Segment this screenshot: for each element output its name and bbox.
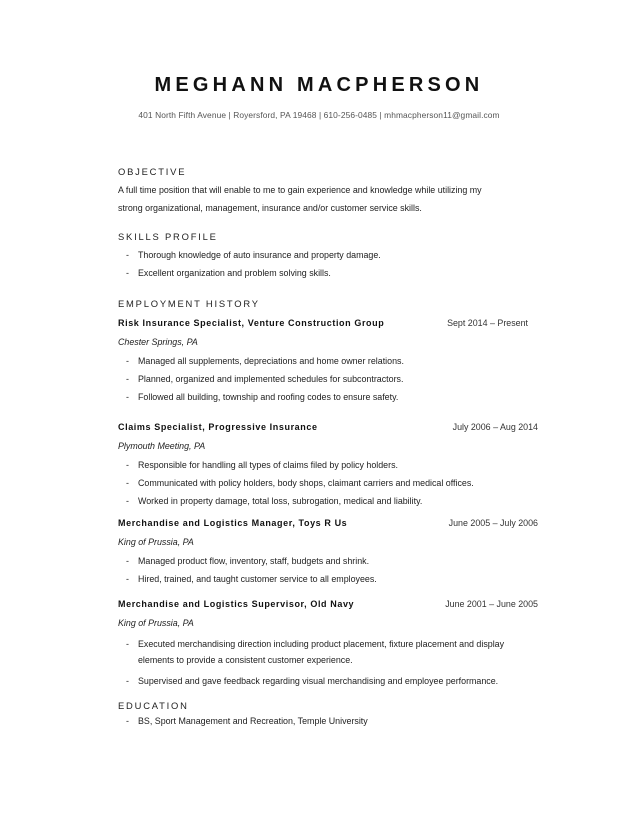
skills-item: - Thorough knowledge of auto insurance and property damage. bbox=[126, 250, 381, 260]
skills-item: - Excellent organization and problem solving skills. bbox=[126, 268, 331, 278]
job-duties bbox=[118, 636, 518, 689]
job-duties bbox=[118, 555, 538, 586]
job-entry bbox=[118, 596, 538, 689]
job-duties bbox=[118, 355, 528, 404]
skills-section bbox=[118, 230, 548, 280]
job-duty: - Followed all building, township and roofing codes to ensure safety. bbox=[126, 392, 399, 402]
job-header bbox=[118, 515, 538, 531]
employment-section bbox=[118, 297, 548, 311]
contact-info: 401 North Fifth Avenue | Royersford, PA 19468 | 610-256-0485 | mhmacpherson11@gmail.com bbox=[138, 110, 500, 120]
candidate-name: MEGHANN MACPHERSON bbox=[154, 74, 484, 96]
skills-list bbox=[118, 249, 548, 280]
job-duty: - Responsible for handling all types of claims filed by policy holders. bbox=[126, 460, 398, 470]
job-duty: - Supervised and gave feedback regarding visual merchandising and employee performance. bbox=[126, 676, 499, 686]
job-title: Claims Specialist, Progressive Insurance bbox=[118, 422, 318, 432]
job-duty: - Hired, trained, and taught customer service to all employees. bbox=[126, 574, 377, 584]
job-header bbox=[118, 419, 538, 435]
job-entry bbox=[118, 315, 528, 404]
job-header bbox=[118, 315, 528, 331]
job-date: July 2006 – Aug 2014 bbox=[452, 422, 538, 432]
skills-heading: SKILLS PROFILE bbox=[118, 231, 218, 242]
education-item: - BS, Sport Management and Recreation, Temple University bbox=[126, 716, 368, 726]
job-title: Risk Insurance Specialist, Venture Construction Group bbox=[118, 318, 385, 328]
job-header bbox=[118, 596, 538, 612]
job-duties bbox=[118, 459, 538, 508]
education-list bbox=[118, 715, 548, 728]
employment-heading: EMPLOYMENT HISTORY bbox=[118, 298, 260, 309]
job-duty: - Worked in property damage, total loss, subrogation, medical and liability. bbox=[126, 496, 423, 506]
education-section bbox=[118, 699, 548, 728]
job-title: Merchandise and Logistics Supervisor, Old Navy bbox=[118, 599, 355, 609]
objective-section bbox=[118, 165, 548, 217]
job-entry bbox=[118, 419, 538, 508]
job-location: King of Prussia, PA bbox=[118, 537, 194, 547]
job-duty: - Communicated with policy holders, body shops, claimant carriers and medical offices. bbox=[126, 478, 474, 488]
job-duty: - Managed product flow, inventory, staff, budgets and shrink. bbox=[126, 556, 370, 566]
job-duty: - Executed merchandising direction including product placement, fixture placement and display elements to provide a consistent customer experience. bbox=[126, 639, 505, 665]
job-location: King of Prussia, PA bbox=[118, 618, 194, 628]
job-date: Sept 2014 – Present bbox=[447, 318, 528, 328]
education-heading: EDUCATION bbox=[118, 700, 189, 711]
objective-heading: OBJECTIVE bbox=[118, 166, 187, 177]
job-duty: - Planned, organized and implemented schedules for subcontractors. bbox=[126, 374, 404, 384]
job-date: June 2001 – June 2005 bbox=[445, 599, 538, 609]
objective-text-line2: strong organizational, management, insurance and/or customer service skills. bbox=[118, 203, 422, 213]
job-date: June 2005 – July 2006 bbox=[448, 518, 538, 528]
job-title: Merchandise and Logistics Manager, Toys R Us bbox=[118, 518, 348, 528]
job-location: Plymouth Meeting, PA bbox=[118, 441, 206, 451]
job-location: Chester Springs, PA bbox=[118, 337, 198, 347]
job-duty: - Managed all supplements, depreciations and home owner relations. bbox=[126, 356, 404, 366]
objective-text-line1: A full time position that will enable to me to gain experience and knowledge while utilizing my bbox=[118, 185, 482, 195]
job-entry bbox=[118, 515, 538, 586]
